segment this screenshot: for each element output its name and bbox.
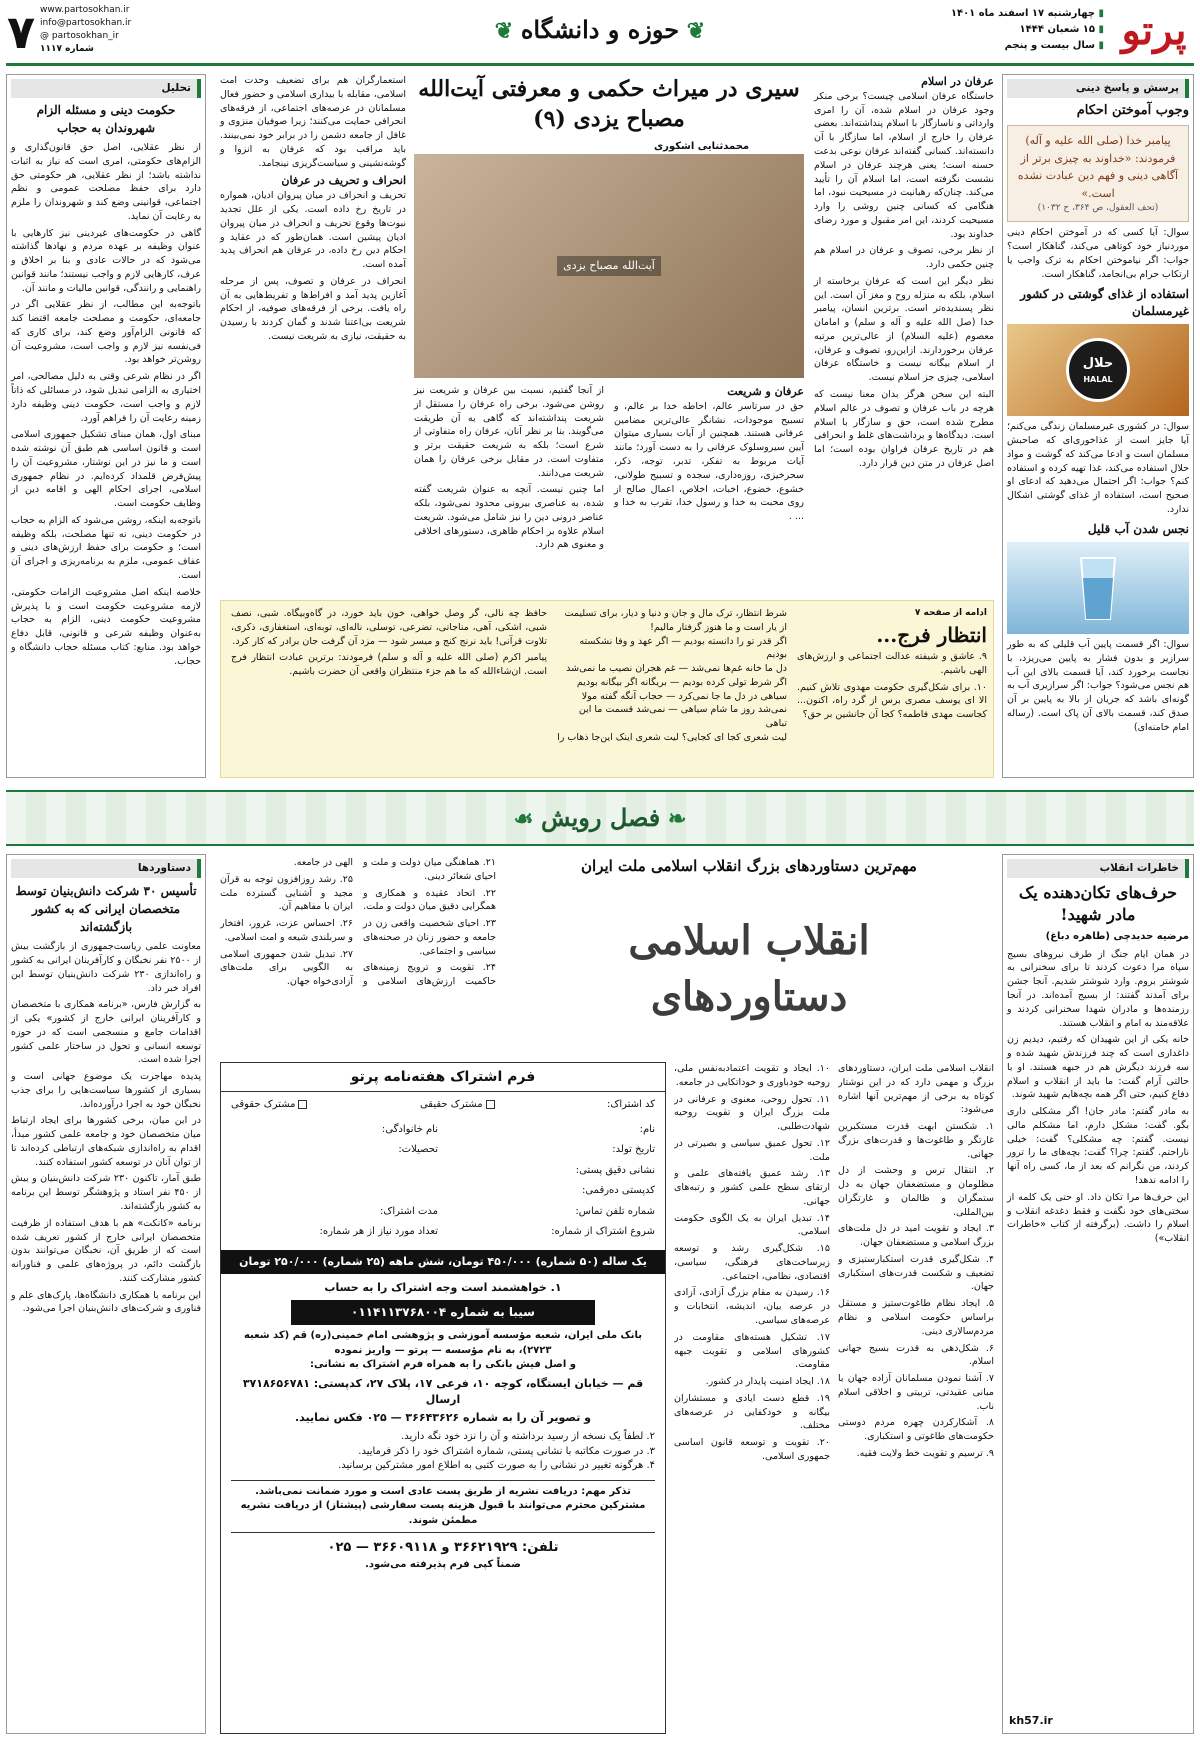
achievements-title: مهم‌ترین دستاوردهای بزرگ انقلاب اسلامی ملت ایران [581,857,917,875]
achievements-intro: انقلاب اسلامی ملت ایران، دستاوردهای بزرگ و مهمی دارد که در این نوشتار کوتاه به برخی از مهم‌ترین آنها اشاره می‌شود: [838,1063,994,1116]
field-postcode[interactable]: کدپستی ده‌رقمی: [581,1185,655,1197]
achievement-item: ۲۶. احساس عزت، غرور، افتخار و سربلندی شیعه و امت اسلامی. [220,918,353,943]
knowledge-paragraph: معاونت علمی ریاست‌جمهوری از بازگشت بیش از ۲۵۰۰ نفر نخبگان و کارآفرینان ایرانی به کشور و راه‌اندازی ۲۳۰ شرکت دانش‌بنیان توسط این افراد خبر داد. [11,941,201,994]
article-paragraph: خاستگاه عرفان اسلامی چیست؟ برخی منکر وجود عرفان در اسلام شده، آن را امری وارداتی و ناسازگار با اسلام پنداشته‌اند. بعضی عرفان را خارج از اسلام، اما سازگار با آن دانسته‌اند. کسانی گفته‌اند عرفان نوعی بدعت حسنه است؛ یعنی هرچند عرفان در اسلام نشست نگرفته است، اما اسلام آن را تأیید می‌کند. چنان‌که رهبانیت در مسیحیت نبود، اما هنگامی که کسانی چنین روشی را وارد مسیحیت کردند، این امر مقبول و مورد رضای خداوند بود. [814,90,994,240]
article-paragraph: از نظر برخی، تصوف و عرفان در اسلام هم چنین حکمی دارد. [814,245,994,271]
form-instructions [221,1280,665,1573]
poem-line: اگر قدر تو را دانسته بودیم — اگر عهد و وفا نشکسته بودیم [579,635,787,661]
achievements-col-2 [674,1062,830,1734]
analysis-paragraph: خلاصه اینکه اصل مشروعیت الزامات حکومتی، لازمه مشروعیت حکومت است و با پذیرش مشروعیت حکومت دینی، الزام به حجاب به‌عنوان وظیفه شرعی و قانونی، قابل دفاع خواهد بود. منابع: کتاب مسئله حجاب دانشگاه و حجاب. [11,586,201,667]
field-quantity[interactable]: تعداد مورد نیاز از هر شماره: [319,1226,438,1238]
article-col-1 [814,74,994,474]
achievement-item: ۲۲. اتحاد عقیده و همکاری و همگرایی دقیق میان دولت و ملت. [363,887,496,913]
calligraphy-line: دستاوردهای [650,973,848,1020]
fax-info: و تصویر آن را به شماره ۳۶۶۴۳۶۲۶ — ۰۲۵ فکس نمایید. [294,1411,592,1425]
continued-from: ادامه از صفحه ۷ [914,608,987,618]
ornament-icon: ❦ [494,18,521,44]
poem-line: شرط انتظار، ترک مال و جان و دنیا و دیار، برای تسلیمت از یار است و ما هنوز گرفتار مالیم! [564,608,787,633]
field-birthdate[interactable]: تاریخ تولد: [612,1144,655,1156]
subheading: انحراف و تحریف در عرفان [281,174,406,188]
issue-number: شماره ۱۱۱۷ [40,44,94,54]
analysis-paragraph: مبنای اول، همان مبنای تشکیل جمهوری اسلامی است و قانون اساسی هم طبق آن نوشته شده است و ما نیز در این نوشتار، مشروعیت آن را پیش‌فرض قلمداد کرده‌ایم. در نظام جمهوری اسلامی، اجرای احکام الهی و اقامه دین از وظایف حکومت است. [11,429,201,510]
analysis-header: تحلیل [11,79,201,98]
form-step: ۴. هرگونه تغییر در نشانی را به صورت کتبی به اطلاع امور مشترکین برسانید. [338,1460,655,1472]
achievement-item: ۴. شکل‌گیری قدرت استکبارستیزی و تضعیف و شکست قدرت‌های استکباری جهان. [838,1253,994,1293]
subheading: عرفان در اسلام [921,75,994,88]
knowledge-paragraph: در این میان، برخی کشورها برای ایجاد ارتباط میان متخصصان خود و جامعه علمی کشور مبدأ، اقدام به راه‌اندازی شبکه‌های ارتباطی کرده‌اند تا از توان آنان در توسعه کشور استفاده کنند. [11,1115,201,1168]
achievement-item: ۲۱. هماهنگی میان دولت و ملت و احیای شعائر دینی. [363,857,496,882]
ornament-icon: ❦ [679,18,706,44]
achievement-item: ۱۰. ایجاد و تقویت اعتمادبه‌نفس ملی، روحیه خودباوری و خوداتکایی در جامعه. [674,1063,830,1088]
achievement-item: ۱۸. ایجاد امنیت پایدار در کشور. [705,1376,830,1388]
date-solar: ▮ چهارشنبه ۱۷ اسفند ماه ۱۴۰۱ [934,6,1104,22]
field-address[interactable]: نشانی دقیق پستی: [575,1164,655,1176]
option-legal[interactable] [231,1098,307,1113]
contact-info [40,4,180,56]
email-link[interactable]: info@partosokhan.ir [40,18,132,28]
form-label: کد اشتراک: [607,1099,655,1111]
article-paragraph: حق در سرتاسر عالم، احاطه خدا بر عالم، و تسبیح موجودات، نشانگر عالی‌ترین مضامین عرفانی هستند. همچنین از آیات بسیاری میتوان آیین سیروسلوک عرفانی را به دست آورد؛ مانند آیات مربوط به تفکر، تدبر، توجه، ذکر، سحرخیزی، روزه‌داری، سجده و تسبیح طولانی، خشوع، خضوع، اخبات، اخلاص، اعمال صالح از روی محبت به خدا و رسول خدا، تقرب به خدا و ... . [614,400,804,523]
form-step: ۳. در صورت مکاتبه با نشانی پستی، شماره اشتراک خود را ذکر فرمایید. [358,1445,655,1457]
achievement-item: ۵. ایجاد نظام طاغوت‌ستیز و مستقل براساس حکومت اسلامی و نظام مردم‌سالاری دینی. [838,1298,994,1337]
qa-answer-1: سوال: آیا کسی که در آموختن احکام دینی موردنیاز خود کوتاهی می‌کند، گناهکار است؟ جواب: اگر نیاموختن احکام به ترک واجب یا ارتکاب حرام بی‌انجامد، گناهکار است. [1007,227,1189,280]
analysis-paragraph: گاهی در حکومت‌های غیردینی نیز کارهایی با عنوان وظیفه بر عهده مردم و نهادها گذاشته می‌شود که در حالات عادی و بنا بر اخلاق و عرف، کارهایی لازم و واجب نیستند؛ مانند قوانین راهنمایی و رانندگی، قوانین مالیات و مانند آن. [11,227,201,294]
achievement-item: ۱. شکستن ابهت قدرت مستکبرین غارتگر و طاغوت‌ها و قدرت‌های بزرگ جهانی. [838,1121,994,1160]
issue-dates [934,6,1104,54]
form-kind-row [221,1092,665,1119]
article-paragraph: البته این سخن هرگز بدان معنا نیست که هرچه در باب عرفان و تصوف در عالم اسلام مطرح شده است، حق و سازگار با اسلام است. دیدگاه‌ها و برداشت‌های غلط و انحرافی هم در تاریخ عرفان فراوان بوده است؛ اما اصل عرفان در متن دین قرار دارد. [814,389,994,469]
halal-image [1007,324,1189,416]
intezar-col-1 [797,607,987,725]
knowledge-header: دستاوردها [11,859,201,878]
achievement-item: ۳. ایجاد و تقویت امید در دل ملت‌های بزرگ اسلامی و مستضعفان جهان. [838,1223,994,1249]
memoir-column [1002,854,1194,1734]
intezar-box [220,600,994,778]
article-paragraph: نظر دیگر این است که عرفان برخاسته از اسلام، بلکه به منزله روح و مغز آن است. این نظر پسندیده‌تر است. برترین انسان، پیامبر خدا (صل الله علیه و آله و سلم) و امامان معصوم (علیه السلام) از عالی‌ترین مرتبه عرفان برخوردارند. ازاین‌رو، تصوف و عرفان، از اسلام بیگانه نیست و خاستگاه عرفان اسلامی، چیزی جز اسلام نیست. [814,275,994,384]
poem-line: نمی‌شد روز ما شام سیاهی — نمی‌شد قسمت ما این تباهی [578,704,787,730]
halal-text: حلال [1082,356,1114,372]
section-banner [6,790,1194,846]
form-copy-note: ضمناً کپی فرم پذیرفته می‌شود. [365,1559,521,1571]
article-paragraph: از آنجا گفتیم، نسبت بین عرفان و شریعت نیز روشن می‌شود. برخی راه عرفان را مستقل از شریعت پنداشته‌اند که گاهی به آن طریقت می‌گویند. بنا بر نظر آنان، عرفان راه متفاوتی از شرع است؛ بلکه به شریعت حقیقت برتر و متفاوت است. در مقابل برخی عرفان را همان شریعت می‌دانند. [414,385,604,479]
page-number: ۷ [6,5,36,59]
field-phone[interactable]: شماره تلفن تماس: [575,1205,655,1217]
postal-address: قم — خیابان ایستگاه، کوچه ۱۰، فرعی ۱۷، پلاک ۲۷، کدپستی: ۳۷۱۸۶۵۶۷۸۱ ارسال [242,1376,644,1406]
field-duration[interactable]: مدت اشتراک: [380,1205,438,1217]
achievement-item: ۶. شکل‌دهی به قدرت بسیج جهانی اسلام. [838,1342,994,1368]
water-glass-image [1007,542,1189,634]
analysis-paragraph: اگر در نظام شرعی وقتی به دلیل مصالحی، امر اختیاری به الزامی تبدیل شود، در مسائلی که ذاتاً لازم و واجب است، حکومت دینی وظیفه دارد زمینه رعایت آن را فراهم آورد. [11,371,201,424]
memoir-paragraph: خانه یکی از این شهیدان که رفتیم، دیدیم زن داغداری است که چند فرزندش شهید شده و سه فرزند دیگرش هم در جبهه هستند. او با حالتی آرام گفت: ما باید از انقلاب و اسلام دفاع کنیم، حتی اگر همه بچه‌هایم شهید شوند. [1007,1034,1189,1101]
section-title-text: حوزه و دانشگاه [520,15,680,44]
volume: ▮ سال بیست و پنجم [934,38,1104,54]
website-link[interactable]: www.partosokhan.ir [40,5,130,15]
article-paragraph: تحریف و انحراف در میان پیروان ادیان، همواره در تاریخ رخ داده است. یکی از علل تجدید نبوت‌ها وقوع تحریف و انحراف در میان پیروان ادیان پیشین است. همان‌طور که در عقاید و احکام دین رخ داده، در عرفان هم انحراف پدید آمده است. [220,190,406,271]
achievement-item: ۲۷. تبدیل شدن جمهوری اسلامی به الگویی برای ملت‌های آزادی‌خواه جهان. [220,948,353,988]
option-label: مشترک حقوقی [231,1099,296,1111]
memoir-paragraph: در همان ایام جنگ از طرف نیروهای بسیج سپاه مرا دعوت کردند تا برای سخنرانی به شوشتر بروم. وارد شوشتر شدیم. آنجا جشن برای آمدند گفتند: از بسیج آمده‌اند. در آنجا رزمنده‌ها و مادران شهدا سخنرانی کردند و علاقه‌مند به امام و انقلاب هستند. [1007,948,1189,1029]
qa-column [1002,74,1194,778]
date-lunar: ▮ ۱۵ شعبان ۱۴۴۴ [934,22,1104,38]
main-article [414,74,994,594]
form-fields [221,1119,665,1244]
checkbox-icon[interactable] [486,1100,495,1109]
bank-info: بانک ملی ایران، شعبه مؤسسه آموزشی و پژوهشی امام خمینی(ره) قم (کد شعبه ۲۷۲۳)، به نام مؤسسه — پرتو — واریز نموده [243,1330,643,1356]
knowledge-column [6,854,206,1734]
achievements-calligraphy [504,884,994,1054]
intezar-paragraph: ۱۰. برای شکل‌گیری حکومت مهدوی تلاش کنیم. الا ای یوسف مصری برس از گرد راه، اکنون... کجاست مهدی فاطمه؟ کجا آن جانشین بر حق؟ [797,681,987,721]
article-author: محمدثنایی اشکوری [654,141,750,152]
intezar-paragraph: حافظ چه نالی، گر وصل خواهی، خون باید خورد، در گاه‌وبیگاه. شبی، نصف شبی، اشکی، آهی، مناجاتی، تضرعی، توسلی، ناله‌ای، توبه‌ای، استغفاری، ذکری، تلاوت قرآنی! باید نرنج کنج و میسر شود — مزد آن گرفت جان برادر که کار کرد. [231,608,547,647]
leaf-icon: ☙ [513,806,541,832]
form-step: ۱. خواهشمند است وجه اشتراک را به حساب [324,1280,562,1294]
analysis-paragraph: باتوجه‌به اینکه، روشن می‌شود که الزام به حجاب در حکومت دینی، نه تنها مصلحت، بلکه وظیفه است؛ و حکومت برای حفظ ارزش‌های دینی و عفاف عمومی، ملزم به برنامه‌ریزی و اجرای آن است. [11,514,201,581]
intezar-title: انتظار فرج... [876,623,987,648]
achievement-item: ۱۵. شکل‌گیری رشد و توسعه زیرساخت‌های فرهنگی، سیاسی، اقتصادی، نظامی، اجتماعی. [674,1243,830,1282]
calligraphy-line: انقلاب اسلامی [628,917,870,964]
intezar-paragraph: ۹. عاشق و شیفته عدالت اجتماعی و ارزش‌های الهی باشیم. [797,651,987,676]
memoir-site[interactable]: kh57.ir [1009,1714,1053,1728]
intezar-paragraph: پیامبر اکرم (صلی الله علیه و آله و سلم) فرمودند: برترین عبادت انتظار فرج است. ان‌شاءالله که ما هم جزء منتظران واقعی آن حضرت باشیم. [231,652,547,678]
halal-text-en: HALAL [1083,374,1113,384]
achievement-item: ۲۰. تقویت و توسعه قانون اساسی جمهوری اسلامی. [674,1437,830,1462]
poem-line: سیاهی در دل ما جا نمی‌کرد — حجاب آنگه گفته مولا [581,690,787,702]
achievement-item: ۲۵. رشد روزافزون توجه به قرآن مجید و آشنایی گسترده ملت ایران با مفاهیم آن. [220,873,353,913]
achievement-item: ۱۷. تشکیل هسته‌های مقاومت در کشورهای اسلامی و تقویت جبهه مقاومت. [674,1331,830,1371]
achievement-item: ۹. ترسیم و تقویت خط ولایت فقیه. [856,1447,994,1459]
analysis-title: حکومت دینی و مسئله الزام شهروندان به حجاب [36,103,176,135]
achievements-col-1 [838,1062,994,1734]
analysis-column [6,74,206,778]
article-paragraph: استعمارگران هم برای تضعیف وحدت امت اسلامی، مقابله با بیداری اسلامی و حضور فعال مسلمانان در عرصه‌های اجتماعی، از فرقه‌های انحرافی حمایت می‌کنند؛ زیرا صوفیان منزوی و غافل از جامعه دشمن را در برابر خود نمی‌بینند. باید مراقب بود که عرفان به انزوا و گوشه‌نشینی و سیاست‌گریزی نینجامد. [220,75,406,169]
option-real[interactable] [420,1098,495,1113]
option-label: مشترک حقیقی [419,1099,483,1111]
intezar-col-3 [231,607,547,682]
field-family[interactable]: نام خانوادگی: [381,1123,438,1135]
achievement-item: ۱۶. رسیدن به مقام بزرگ آزادی، آزادی در عرصه بیان، اندیشه، انتخابات و عرصه‌های سیاسی. [674,1287,830,1327]
knowledge-paragraph: به گزارش فارس، «برنامه همکاری با متخصصان و کارآفرینان ایرانی خارج از کشور» یکی از اقدامات جامع و منسجمی است که در حوزه توسعه انسانی و تحول در ساختار علمی کشور اجرا شده است. [11,999,201,1066]
qa-answer-2: سوال: در کشوری غیرمسلمان زندگی می‌کنم؛ آیا جایز است از غذاخوری‌ای که صاحبش مسلمان است و ادعا می‌کند که گوشت و مواد حلال استفاده می‌کند، غذا تهیه کرده و استفاده کنم؟ جواب: اگر احتمال می‌دهید که ادعای او صحیح است، استفاده از غذای گوشتی اشکال ندارد. [1007,421,1189,515]
qa-title-1: وجوب آموختن احکام [1076,103,1189,119]
subscription-form [220,1062,666,1734]
achievement-item: ۷. آشنا نمودن مسلمانان آزاده جهان با مبانی عقیدتی، تربیتی و اخلاقی اسلام ناب. [838,1373,994,1412]
poem-line: دل ما خانه غم‌ها نمی‌شد — غم هجران نصیب ما نمی‌شد [566,663,787,675]
hadith-text: پیامبر خدا (صلی الله علیه و آله) فرمودند: «خداوند به چیزی برتر از آگاهی دینی و فهم دین عبادت نشده است.» [1017,134,1179,200]
memoir-title: حرف‌های تکان‌دهنده یک مادر شهید! [1018,883,1178,925]
article-col-3 [414,384,604,555]
memoir-paragraph: این حرف‌ها مرا تکان داد. او حتی یک کلمه از سختی‌های خود نگفت و فقط دغدغه انقلاب و اسلام را داشت. (برگرفته از کتاب «خاطرات انقلاب») [1007,1191,1189,1245]
knowledge-paragraph: طبق آمار، تاکنون ۲۳۰ شرکت دانش‌بنیان و بیش از ۴۵۰ نفر استاد و پژوهشگر توسط این برنامه به کشور بازگشته‌اند. [11,1173,202,1212]
achievement-item: ۲۴. تقویت و ترویج زمینه‌های حاکمیت ارزش‌های اسلامی و الهی در جامعه. [293,857,496,988]
social-link[interactable]: @ partosokhan_ir [40,31,119,41]
memoir-author: مرضیه حدیدچی (طاهره دباغ) [1045,931,1189,943]
knowledge-title: تأسیس ۳۰ شرکت دانش‌بنیان توسط متخصصان ایرانی که به کشور بازگشته‌اند [15,884,197,935]
form-step: ۲. لطفاً یک نسخه از رسید برداشته و آن را نزد خود نگه دارید. [401,1431,655,1443]
subheading: عرفان و شریعت [727,385,804,398]
form-title: فرم اشتراک هفته‌نامه پرتو [221,1063,665,1092]
field-name[interactable]: نام: [639,1123,655,1135]
achievement-item: ۸. آشکارکردن چهره مردم دوستی حکومت‌های طاغوتی و استکباری. [838,1417,994,1443]
price-bar: یک ساله (۵۰ شماره) ۴۵۰/۰۰۰ تومان، شش ماهه (۲۵ شماره) ۲۵۰/۰۰۰ تومان [221,1250,665,1274]
memoir-paragraph: به مادر گفتم: مادر جان! اگر مشکلی داری بگو. گفت: مشکل دارم، اما مشکلم مالی نیست. گفتم: چه مشکلی؟ گفت: خیلی ناراحتم. گفتم: چرا؟ گفت: بچه‌های ما را ترور کردند، من نگرانم که بعد از ما، کسی راه آنها را ادامه ندهد! [1007,1106,1189,1186]
article-col-2 [614,384,804,527]
qa-header: پرسش و پاسخ دینی [1007,79,1189,98]
field-start-issue[interactable]: شروع اشتراک از شماره: [551,1226,655,1238]
leaf-icon: ❧ [660,806,687,832]
achievement-item: ۲۳. احیای شخصیت واقعی زن در جامعه و حضور زنان در صحنه‌های سیاسی و اجتماعی. [363,918,496,957]
achievement-item: ۲. انتقال ترس و وحشت از دل مظلومان و مستضعفان جهان به دل ستمگران و ظالمان و غارتگران بین‌المللی. [838,1165,994,1218]
field-education[interactable]: تحصیلات: [398,1144,438,1156]
article-photo [414,154,804,378]
account-number: سیبا به شماره ۰۱۱۴۱۱۳۷۶۸۰۰۴ [291,1300,595,1325]
section-title [440,6,760,54]
knowledge-paragraph: پدیده مهاجرت یک موضوع جهانی است و بسیاری از کشورها سیاست‌هایی را برای جذب نخبگان خود به اجرا درآورده‌اند. [11,1071,201,1110]
poem-line: اگر شرط تولی کرده بودیم — بریگانه اگر بیگانه بودیم [576,676,787,688]
qa-answer-3: سوال: اگر قسمت پایین آب قلیلی که به طور سرازیر و بدون فشار به پایین می‌ریزد، با نجاست برخورد کند، آیا قسمت بالای این آب هم نجس می‌شود؟ جواب: اگر سرازیری آب به گونه‌ای باشد که جریان از بالا به پایین بر آن صدق کند، قسمت بالای آن پاک است. (رساله امام خامنه‌ای) [1007,639,1189,733]
achievement-item: ۱۲. تحول عمیق سیاسی و بصیرتی در ملت. [674,1137,830,1163]
poem-line: لیت شعری کجا ای کجایی؟ لیت شعری اینک این‌جا ذهاب را [557,731,787,743]
analysis-paragraph: باتوجه‌به این مطالب، از نظر عقلایی اگر در جامعه‌ای، حکومت و مصلحت جامعه اقتضا کند که قانونی الزام‌آور وضع کند، برای کاری که فی‌نفسه نیز لازم و واجب است، مشروعیت آن روشن‌تر خواهد بود. [11,299,201,366]
knowledge-paragraph: این برنامه با همکاری دانشگاه‌ها، پارک‌های علم و فناوری و شرکت‌های دانش‌بنیان اجرا می‌شود. [11,1289,201,1315]
article-paragraph: اما چنین نیست. آنچه به عنوان شریعت گفته شده، به عناصری بیرونی محدود نمی‌شود، بلکه عناصر درونی دین را نیز شامل می‌شود. شریعت اسلام علاوه بر احکام ظاهری، دستورهای اخلاقی و معنوی هم دارد. [414,484,604,551]
intezar-poem [557,607,787,745]
qa-title-2: استفاده از غذای گوشتی در کشور غیرمسلمان [1020,286,1189,318]
memoir-header: خاطرات انقلاب [1007,859,1189,878]
achievement-item: ۱۳. رشد عمیق یافته‌های علمی و ارتقای سطح علمی کشور و رتبه‌های جهانی. [674,1168,830,1207]
glass-icon [1073,553,1123,623]
hadith-source: (تحف العقول، ص ۳۶۴، ح ۱۰۳۲) [1037,203,1159,214]
article-col-4 [220,74,406,594]
halal-logo-icon [1066,338,1130,402]
newspaper-logo[interactable]: پرتو [1121,7,1187,54]
checkbox-icon[interactable] [298,1100,307,1109]
achievement-item: ۱۹. قطع دست ایادی و مستشاران بیگانه و خودکفایی در عرصه‌های مختلف. [674,1392,830,1432]
form-phones: تلفن: ۳۶۶۲۱۹۲۹ و ۳۶۶۰۹۱۱۸ — ۰۲۵ [327,1540,559,1556]
section-banner-title [6,792,1194,845]
form-note: تذکر مهم: دریافت نشریه از طریق پست عادی است و مورد ضمانت نمی‌باشد. مشترکین محترم می‌توانند با قبول هزینه پست سفارشی (پیشتاز) از دریافت نشریه مطمئن شوند. [231,1480,655,1534]
achievements-col-4 [220,856,496,1046]
knowledge-paragraph: برنامه «کانکت» هم با هدف استفاده از ظرفیت متخصصان ایرانی خارج از کشور تعریف شده است که از طریق آن، نخبگان می‌توانند بدون بازگشت دائم، در پروژه‌های علمی و فناورانه کشور مشارکت کنند. [11,1217,201,1284]
article-title: سیری در میراث حکمی و معرفتی آیت‌الله مصباح یزدی (۹) [418,76,800,132]
achievement-item: ۱۱. تحول روحی، معنوی و عرفانی در ملت بزرگ ایران و تقویت روحیه شهادت‌طلبی. [674,1093,830,1133]
section-banner-text: فصل رویش [541,803,661,832]
article-paragraph: انحراف در عرفان و تصوف، پس از مرحله آغازین پدید آمد و افراط‌ها و تفریط‌هایی به آن راه یافت. برخی از فرقه‌های صوفیه، از احکام شریعت بی‌اعتنا شدند و گمان کردند با رسیدن به حقیقت، نیازی به شریعت نیست. [220,275,406,342]
photo-caption: آیت‌الله مصباح یزدی [557,256,661,276]
achievement-item: ۱۴. تبدیل ایران به یک الگوی حکومت اسلامی. [674,1212,830,1238]
qa-title-3: نجس شدن آب قلیل [1087,521,1189,536]
analysis-paragraph: از نظر عقلایی، اصل حق قانون‌گذاری و الزام‌های حکومتی، امری است که نیاز به اثبات نداشته باشد؛ از نظر عقلایی، هر حکومتی حق دارد برای حفظ مصلحت عمومی و نظم اجتماعی، قوانینی وضع کند و شهروندان را ملزم به رعایت آن نماید. [11,142,201,222]
hadith-box [1007,125,1189,222]
form-step: و اصل فیش بانکی را به همراه فرم اشتراک به نشانی: [310,1359,576,1371]
